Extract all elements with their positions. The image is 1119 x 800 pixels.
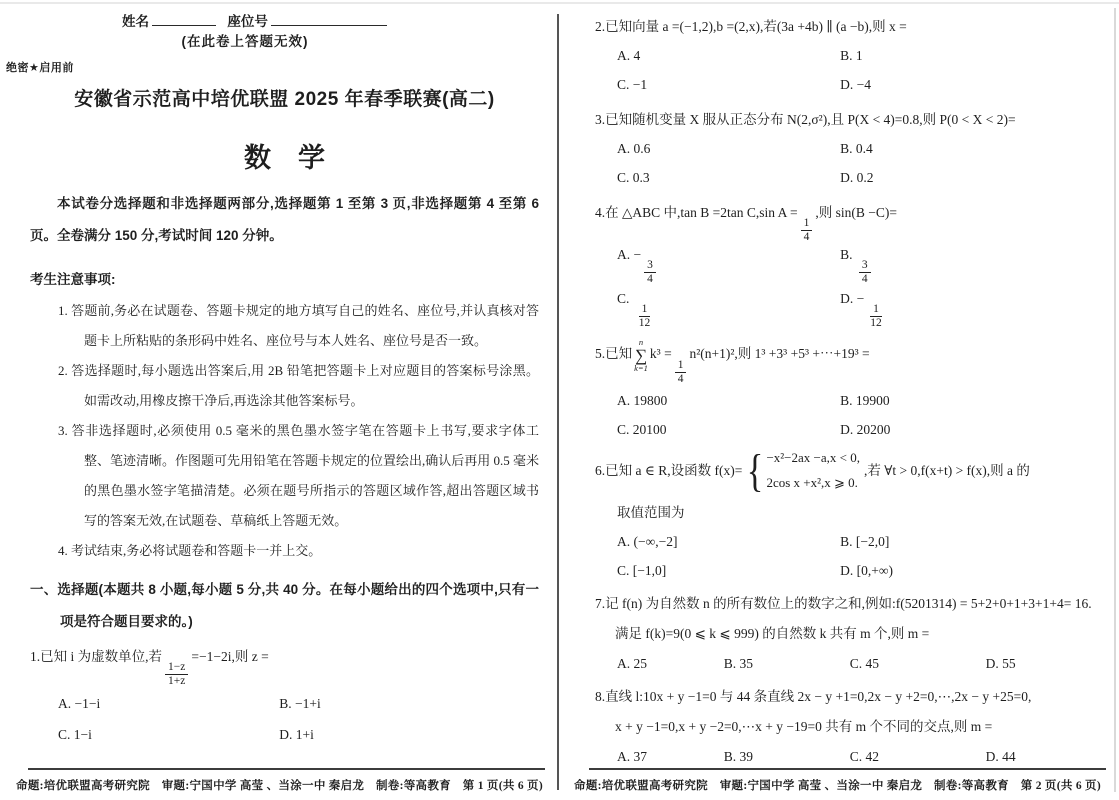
q4-text-pre: 4.在 △ABC 中,tan B =2tan C,sin A = [595,205,798,220]
q6-text-pre: 6.已知 a ∈ R,设函数 f(x)= [595,463,743,479]
q4-text-post: ,则 sin(B −C)= [815,205,897,220]
sigma-glyph: ∑ [634,345,648,365]
fraction-numerator: 3 [859,259,871,273]
intro-paragraph: 本试卷分选择题和非选择题两部分,选择题第 1 至第 3 页,非选择题第 4 至第 6 页。全卷满分 150 分,考试时间 120 分钟。 [30,196,539,243]
fraction [867,303,885,330]
question-4-options-row-1 [595,244,1102,288]
option-b: B. 0.4 [840,141,873,156]
name-label: 姓名 [122,14,149,29]
fraction [165,661,188,688]
option-d: D. 1+i [279,727,314,743]
option-a: A. 19800 [617,392,668,408]
fraction [675,359,687,386]
fraction-denominator: 12 [638,316,651,329]
fraction-denominator: 4 [677,372,684,385]
seat-blank-field [271,13,387,26]
question-8-stem [595,682,1102,742]
fraction-denominator: 12 [870,316,882,329]
option-c: C. 42 [849,748,880,764]
question-5-options [595,386,1102,444]
option-c: C. −1 [617,77,648,92]
option-d [840,291,1102,330]
fraction [636,303,654,330]
left-brace: { [747,445,764,497]
question-6-stem [595,445,1102,497]
secret-label: 绝密★启用前 [6,62,74,74]
q8-line-2: x + y −1=0,x + y −2=0,⋯x + y −19=0 共有 m 个不同的交点,则 m = [615,718,993,734]
exam-title: 安徽省示范高中培优联盟 2025 年春季联赛(高二) [74,89,495,110]
notice-item: 3. 答非选择题时,必须使用 0.5 毫米的黑色墨水签字笔在答题卡上书写,要求字体工整、笔迹清晰。作图题可先用铅笔在答题卡规定的位置绘出,确认后再用 0.5 毫米的黑色墨水签字笔描清楚。必须在题号所指示的答题区域作答,超出答题区域书写的答案无效,在试题卷、草稿纸上答题无效。 [58,423,540,528]
fraction-denominator: 4 [861,272,868,285]
fraction [801,217,813,244]
option-a: A. (−∞,−2] [617,533,678,549]
option-a: A. −1−i [58,696,101,712]
piecewise-function [744,445,860,497]
question-1-stem [30,642,539,688]
q6-text-post: ,若 ∀t > 0,f(x+t) > f(x),则 a 的 [863,463,1030,479]
case-2: 2cos x +x²,x ⩾ 0. [766,474,858,490]
option-a: A. 25 [617,655,647,671]
question-3-options [595,134,1102,192]
question-5-stem [595,338,1102,386]
footer-rule [589,768,1106,770]
option-b: B. −1+i [279,696,321,712]
page-2-footer: 命题:培优联盟高考研究院 审题:宁国中学 高莹 、当涂一中 秦启龙 制卷:等高教育 第 2 页(共 6 页) [574,780,1101,792]
option-d: D. 44 [985,748,1016,764]
seat-label: 座位号 [227,14,268,29]
page-1-footer: 命题:培优联盟高考研究院 审题:宁国中学 高莹 、当涂一中 秦启龙 制卷:等高教育 第 1 页(共 6 页) [16,780,543,792]
fraction-numerator: 3 [644,259,656,273]
invalid-note: (在此卷上答题无效) [181,34,309,49]
question-1-options [30,688,539,750]
section-1-heading: 一、选择题(本题共 8 小题,每小题 5 分,共 40 分。在每小题给出的四个选项中,只有一项是符合题目要求的。) [30,582,539,629]
question-3-stem: 3.已知随机变量 X 服从正态分布 N(2,σ²),且 P(X < 4)=0.8,则 P(0 < X < 2)= [595,112,1016,127]
option-c: C. 0.3 [617,170,650,185]
option-label: D. [840,290,854,306]
notice-item: 1. 答题前,务必在试题卷、答题卡规定的地方填写自己的姓名、座位号,并认真核对答题卡上所粘贴的条形码中姓名、座位号与本人姓名、座位号是否一致。 [58,303,539,348]
q8-line-1: 8.直线 l:10x + y −1=0 与 44 条直线 2x − y +1=0,2x − y +2=0,⋯,2x − y +25=0, [595,688,1032,704]
q5-text-post: n²(n+1)²,则 1³ +3³ +5³ +⋯+19³ = [689,346,870,362]
q7-line-2: 满足 f(k)=9(0 ⩽ k ⩽ 999) 的自然数 k 共有 m 个,则 m = [615,625,930,641]
question-8-options [595,742,1102,771]
option-a: A. 37 [617,748,647,764]
notice-item: 2. 答选择题时,每小题选出答案后,用 2B 铅笔把答题卡上对应题目的答案标号涂黑。如需改动,用橡皮擦干净后,再选涂其他答案标号。 [58,363,539,408]
fraction-numerator: 1 [801,217,813,231]
name-blank-field [152,13,216,26]
option-b: B. 39 [723,748,753,764]
fraction-denominator: 1+z [168,675,186,688]
page-2 [559,0,1114,800]
option-b: B. 19900 [840,392,890,408]
right-edge-line [1114,8,1116,792]
option-c: C. 20100 [617,421,667,437]
fraction-numerator: 1−z [165,661,188,675]
option-d: D. −4 [840,77,871,92]
q5-text-pre: 5.已知 [595,346,633,362]
case-1: −x²−2ax −a,x < 0, [766,449,860,465]
piecewise-cases [766,450,860,492]
fraction [859,259,871,286]
fraction [644,259,656,286]
option-b: B. [−2,0] [840,533,890,549]
option-c: C. 1−i [58,727,92,743]
option-label: A. [617,246,631,262]
option-c [617,291,840,330]
option-a: A. 4 [617,48,641,63]
footer-rule [28,768,545,770]
option-label: B. [840,246,853,262]
option-b: B. 35 [723,655,753,671]
question-6-options [595,527,1102,585]
option-c: C. [−1,0] [617,562,667,578]
option-d: D. 0.2 [840,170,874,185]
fraction-denominator: 4 [647,272,653,285]
option-d: D. [0,+∞) [840,562,893,578]
question-4-stem [595,198,1102,244]
sum-lower-limit: k=1 [634,362,648,373]
page-1 [0,0,557,800]
question-7-stem [595,589,1102,649]
notice-item: 4. 考试结束,务必将试题卷和答题卡一并上交。 [58,543,322,558]
option-d: D. 55 [985,655,1016,671]
option-a: A. 0.6 [617,141,651,156]
question-2-stem: 2.已知向量 a =(−1,2),b =(2,x),若(3a +4b) ∥ (a −b),则 x = [595,19,907,34]
fraction-numerator: 1 [870,303,882,317]
question-4-options-row-2 [595,288,1102,332]
question-2-options [595,41,1102,99]
fraction-numerator: 1 [639,303,651,317]
q7-line-1: 7.记 f(n) 为自然数 n 的所有数位上的数字之和,例如:f(5201314) = 5+2+0+1+3+1+4= 16. [595,595,1092,611]
option-a [617,247,840,286]
q5-text-mid: k³ = [649,346,672,362]
option-sign: − [856,290,865,306]
question-7-options [595,649,1102,678]
q6-text-continuation: 取值范围为 [617,504,685,520]
fraction-denominator: 4 [803,231,810,244]
option-sign: − [633,246,642,262]
option-b [840,247,1102,286]
fraction-numerator: 1 [675,359,687,373]
option-b: B. 1 [840,48,863,63]
subject-title: 数 学 [244,143,325,173]
option-d: D. 20200 [840,421,891,437]
sum-upper-limit: n [638,337,644,348]
summation-symbol [634,338,648,372]
notice-heading: 考生注意事项: [30,272,116,287]
option-label: C. [617,290,630,306]
option-c: C. 45 [849,655,880,671]
q1-text-pre: 1.已知 i 为虚数单位,若 [30,649,163,664]
name-seat-row [30,12,539,32]
q1-text-post: =−1−2i,则 z = [191,649,269,664]
